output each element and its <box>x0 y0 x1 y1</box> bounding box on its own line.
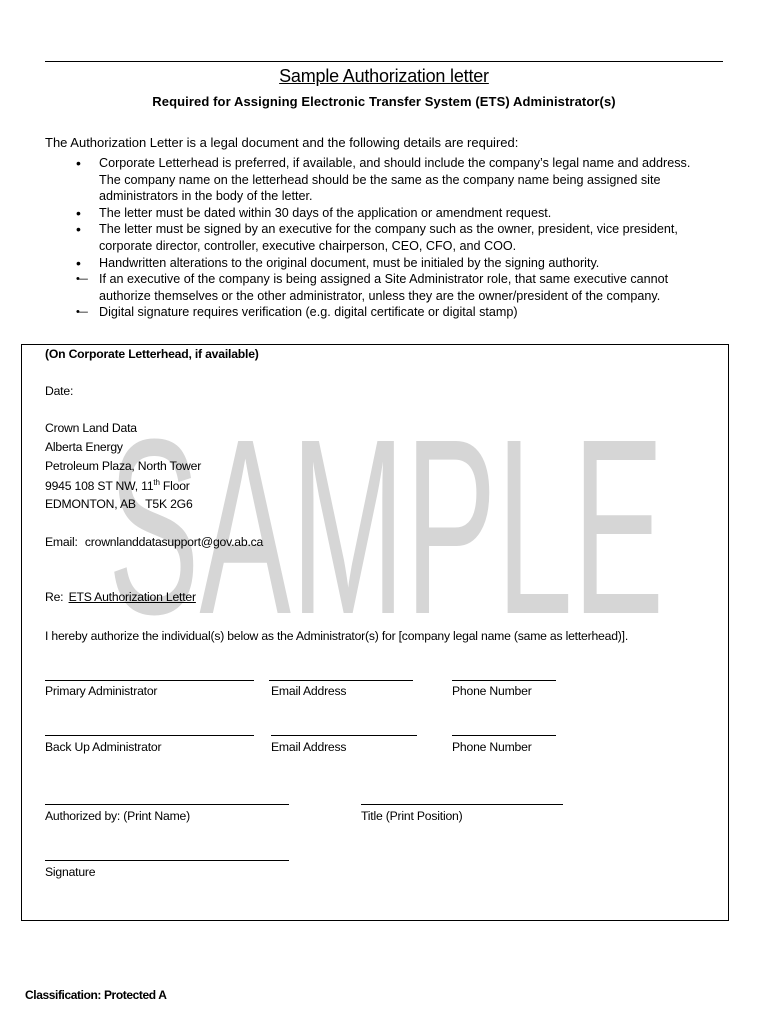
email-row <box>45 535 263 549</box>
address-floor: Floor <box>159 479 190 494</box>
requirement-item: •— If an executive of the company is being assigned a Site Administrator role, that same executive cannot authorize themselves or the other administrator, unless they are the owner/president of the company. <box>76 271 708 304</box>
primary-admin-label: Primary Administrator <box>45 684 158 698</box>
address-line <box>45 478 190 493</box>
primary-admin-line[interactable] <box>45 680 254 681</box>
top-rule <box>45 61 723 62</box>
address-street: 9945 108 ST NW, 11 <box>45 479 154 494</box>
re-subject: ETS Authorization Letter <box>68 590 196 604</box>
address-line: Crown Land Data <box>45 421 137 435</box>
requirement-item: • Corporate Letterhead is preferred, if available, and should include the company’s legal name and address. The company name on the letterhead should be the same as the company name being assigned site administrators in the body of the letter. <box>76 155 708 205</box>
requirement-item: • Handwritten alterations to the original document, must be initialed by the signing authority. <box>76 255 708 272</box>
signature-label: Signature <box>45 865 96 879</box>
address-line: Petroleum Plaza, North Tower <box>45 459 202 473</box>
letterhead-note: (On Corporate Letterhead, if available) <box>45 347 259 361</box>
email-label: Email: <box>45 535 78 549</box>
primary-email-label: Email Address <box>271 684 347 698</box>
document-subtitle: Required for Assigning Electronic Transfer System (ETS) Administrator(s) <box>152 94 616 109</box>
document-title: Sample Authorization letter <box>279 66 489 86</box>
address-line: EDMONTON, AB T5K 2G6 <box>45 497 193 511</box>
primary-phone-label: Phone Number <box>452 684 532 698</box>
classification-label: Classification: Protected A <box>25 988 167 1002</box>
backup-email-line[interactable] <box>271 735 417 736</box>
backup-email-label: Email Address <box>271 740 347 754</box>
intro-text: The Authorization Letter is a legal document and the following details are required: <box>45 135 519 150</box>
requirement-item: • The letter must be signed by an executive for the company such as the owner, president, vice president, corporate director, controller, executive chairperson, CEO, CFO, and COO. <box>76 221 708 254</box>
requirement-item: •— Digital signature requires verification (e.g. digital certificate or digital stamp) <box>76 304 708 321</box>
sample-watermark-text: SAMPLE <box>108 387 664 621</box>
address-floor-suffix: th <box>153 478 160 487</box>
date-label: Date: <box>45 384 74 398</box>
authorized-by-label: Authorized by: (Print Name) <box>45 809 190 823</box>
requirement-item: • The letter must be dated within 30 days of the application or amendment request. <box>76 205 708 222</box>
title-label: Title (Print Position) <box>361 809 463 823</box>
address-line: Alberta Energy <box>45 440 123 454</box>
primary-email-line[interactable] <box>269 680 413 681</box>
re-label: Re: <box>45 590 64 604</box>
re-row <box>45 590 196 604</box>
sample-letter-box <box>21 344 729 921</box>
authorized-by-line[interactable] <box>45 804 289 805</box>
backup-admin-line[interactable] <box>45 735 254 736</box>
backup-admin-label: Back Up Administrator <box>45 740 162 754</box>
email-value: crownlanddatasupport@gov.ab.ca <box>84 535 264 549</box>
backup-phone-line[interactable] <box>452 735 556 736</box>
authorization-statement: I hereby authorize the individual(s) below as the Administrator(s) for [company legal name (same as letterhead)]. <box>45 629 629 643</box>
primary-phone-line[interactable] <box>452 680 556 681</box>
signature-line[interactable] <box>45 860 289 861</box>
title-line[interactable] <box>361 804 563 805</box>
backup-phone-label: Phone Number <box>452 740 532 754</box>
requirements-list <box>76 155 708 321</box>
